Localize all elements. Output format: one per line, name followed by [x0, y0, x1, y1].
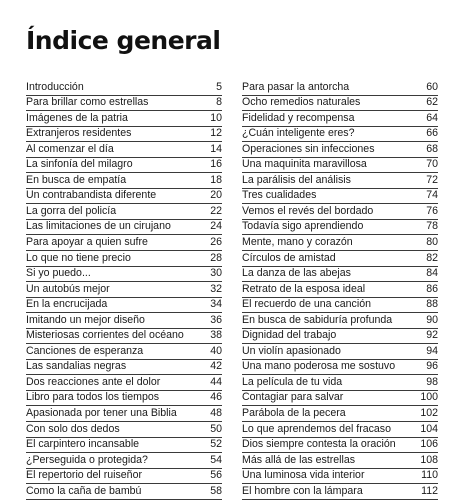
toc-entry-page: 50	[210, 422, 222, 435]
toc-entry[interactable]	[26, 360, 222, 376]
toc-entry-title: Contagiar para salvar	[242, 391, 344, 404]
toc-entry-title: Una luminosa vida interior	[242, 469, 365, 482]
toc-entry-title: En busca de empatía	[26, 173, 127, 186]
toc-entry[interactable]	[242, 469, 438, 485]
toc-entry-page: 46	[210, 391, 222, 404]
toc-entry-title: Apasionada por tener una Biblia	[26, 407, 177, 420]
toc-entry-page: 20	[210, 189, 222, 202]
toc-entry-page: 112	[421, 484, 438, 497]
toc-entry-title: En busca de sabiduría profunda	[242, 313, 393, 326]
toc-column-left	[26, 80, 222, 500]
toc-entry[interactable]	[242, 158, 438, 174]
toc-entry[interactable]	[242, 96, 438, 112]
toc-entry[interactable]	[242, 298, 438, 314]
toc-entry-title: Parábola de la pecera	[242, 407, 346, 420]
toc-entry-page: 108	[420, 453, 438, 466]
toc-entry-page: 5	[216, 80, 222, 93]
toc-entry-title: La sinfonía del milagro	[26, 158, 133, 171]
toc-entry-title: Como la caña de bambú	[26, 484, 142, 497]
toc-entry[interactable]	[242, 220, 438, 236]
toc-entry-page: 14	[210, 142, 222, 155]
toc-entry-title: Con solo dos dedos	[26, 422, 120, 435]
toc-entry[interactable]	[26, 220, 222, 236]
toc-entry-page: 88	[426, 298, 438, 311]
toc-entry-page: 12	[210, 127, 222, 140]
toc-entry-title: Una maquinita maravillosa	[242, 158, 367, 171]
toc-entry-title: Para apoyar a quien sufre	[26, 236, 148, 249]
toc-entry-page: 30	[210, 267, 222, 280]
toc-entry-page: 22	[210, 204, 222, 217]
toc-entry-page: 44	[210, 375, 222, 388]
toc-entry-title: ¿Cuán inteligente eres?	[242, 127, 355, 140]
toc-entry-page: 98	[426, 375, 438, 388]
toc-entry[interactable]	[26, 313, 222, 329]
toc-entry[interactable]	[242, 173, 438, 189]
toc-column-right	[242, 80, 438, 500]
toc-entry-title: Libro para todos los tiempos	[26, 391, 160, 404]
toc-entry-page: 32	[210, 282, 222, 295]
toc-entry-page: 82	[426, 251, 438, 264]
toc-entry-title: Imitando un mejor diseño	[26, 313, 145, 326]
toc-entry-title: Círculos de amistad	[242, 251, 336, 264]
toc-entry[interactable]	[242, 142, 438, 158]
toc-entry-page: 102	[420, 407, 438, 420]
toc-entry-page: 66	[426, 127, 438, 140]
toc-entry[interactable]	[26, 469, 222, 485]
toc-entry[interactable]	[26, 422, 222, 438]
toc-entry[interactable]	[242, 329, 438, 345]
toc-entry-title: Canciones de esperanza	[26, 344, 144, 357]
toc-entry-title: Imágenes de la patria	[26, 111, 128, 124]
toc-entry-title: Introducción	[26, 80, 84, 93]
toc-entry[interactable]	[26, 251, 222, 267]
toc-entry[interactable]	[26, 375, 222, 391]
toc-entry[interactable]	[242, 127, 438, 143]
toc-entry[interactable]	[26, 406, 222, 422]
toc-entry-title: Más allá de las estrellas	[242, 453, 356, 466]
toc-entry[interactable]	[26, 80, 222, 96]
toc-entry-title: Para pasar la antorcha	[242, 80, 350, 93]
toc-entry-page: 34	[210, 298, 222, 311]
toc-entry-title: La gorra del policía	[26, 204, 117, 217]
toc-entry-page: 36	[210, 313, 222, 326]
toc-entry[interactable]	[26, 344, 222, 360]
toc-entry-title: Para brillar como estrellas	[26, 96, 149, 109]
toc-entry-title: La película de tu vida	[242, 375, 343, 388]
toc-entry-page: 72	[426, 173, 438, 186]
toc-entry[interactable]	[242, 360, 438, 376]
toc-entry[interactable]	[26, 158, 222, 174]
toc-entry-page: 54	[210, 453, 222, 466]
toc-entry-page: 110	[421, 469, 438, 482]
toc-entry[interactable]	[242, 80, 438, 96]
toc-entry-title: Dos reacciones ante el dolor	[26, 375, 161, 388]
toc-entry[interactable]	[26, 189, 222, 205]
toc-entry-page: 56	[210, 469, 222, 482]
toc-entry-page: 86	[426, 282, 438, 295]
toc-entry[interactable]	[26, 111, 222, 127]
toc-entry-title: Operaciones sin infecciones	[242, 142, 375, 155]
toc-entry-page: 76	[426, 204, 438, 217]
toc-entry[interactable]	[242, 267, 438, 283]
toc-entry-title: Todavía sigo aprendiendo	[242, 220, 364, 233]
toc-entry-title: Un violín apasionado	[242, 344, 341, 357]
toc-entry-title: Las limitaciones de un cirujano	[26, 220, 171, 233]
toc-entry[interactable]	[242, 111, 438, 127]
toc-entry-page: 62	[426, 96, 438, 109]
toc-entry-page: 38	[210, 329, 222, 342]
toc-entry-page: 10	[210, 111, 222, 124]
toc-entry-page: 106	[420, 438, 438, 451]
toc-entry[interactable]	[26, 282, 222, 298]
toc-entry[interactable]	[26, 298, 222, 314]
toc-entry[interactable]	[26, 96, 222, 112]
toc-entry-title: Lo que no tiene precio	[26, 251, 131, 264]
toc-entry[interactable]	[26, 142, 222, 158]
toc-entry-title: Extranjeros residentes	[26, 127, 132, 140]
toc-entry[interactable]	[242, 453, 438, 469]
toc-entry-page: 74	[426, 189, 438, 202]
toc-entry[interactable]	[26, 235, 222, 251]
toc-entry[interactable]	[242, 375, 438, 391]
toc-entry[interactable]	[26, 391, 222, 407]
toc-entry-page: 8	[216, 96, 222, 109]
toc-entry[interactable]	[242, 282, 438, 298]
toc-entry-title: Un autobús mejor	[26, 282, 110, 295]
toc-entry-page: 18	[210, 173, 222, 186]
toc-entry-page: 104	[420, 422, 438, 435]
toc-entry-title: Retrato de la esposa ideal	[242, 282, 366, 295]
toc-entry[interactable]	[242, 422, 438, 438]
toc-entry-page: 70	[426, 158, 438, 171]
toc-entry-title: El hombre con la lámpara	[242, 484, 363, 497]
toc-entry-title: El recuerdo de una canción	[242, 298, 371, 311]
toc-entry[interactable]	[242, 406, 438, 422]
toc-entry-page: 78	[426, 220, 438, 233]
toc-entry-title: Si yo puedo...	[26, 267, 91, 280]
toc-entry-page: 80	[426, 236, 438, 249]
toc-entry-page: 64	[426, 111, 438, 124]
toc-entry-title: Misteriosas corrientes del océano	[26, 329, 184, 342]
toc-entry-page: 48	[210, 407, 222, 420]
toc-entry-page: 40	[210, 344, 222, 357]
toc-entry-title: El repertorio del ruiseñor	[26, 469, 142, 482]
toc-entry-page: 42	[210, 360, 222, 373]
toc-entry-title: Al comenzar el día	[26, 142, 114, 155]
toc-entry-page: 28	[210, 251, 222, 264]
toc-entry-title: La parálisis del análisis	[242, 173, 351, 186]
toc-entry-page: 58	[210, 484, 222, 497]
toc-entry-title: Lo que aprendemos del fracaso	[242, 422, 392, 435]
toc-entry-page: 60	[426, 80, 438, 93]
toc-entry[interactable]	[26, 173, 222, 189]
toc-entry-title: Fidelidad y recompensa	[242, 111, 355, 124]
toc-entry-page: 94	[426, 344, 438, 357]
toc-entry-title: Mente, mano y corazón	[242, 236, 353, 249]
toc-entry-page: 26	[210, 236, 222, 249]
toc-entry[interactable]	[242, 235, 438, 251]
toc-entry-page: 52	[210, 438, 222, 451]
toc-entry-title: Vemos el revés del bordado	[242, 204, 374, 217]
toc-entry-page: 90	[426, 313, 438, 326]
toc-entry[interactable]	[26, 438, 222, 454]
toc-entry[interactable]	[26, 267, 222, 283]
toc-entry-title: Dignidad del trabajo	[242, 329, 337, 342]
toc-entry-title: Tres cualidades	[242, 189, 317, 202]
toc-entry-title: El carpintero incansable	[26, 438, 140, 451]
toc-entry-page: 84	[426, 267, 438, 280]
toc-entry[interactable]	[242, 438, 438, 454]
toc-entry-title: La danza de las abejas	[242, 267, 351, 280]
toc-entry[interactable]	[26, 204, 222, 220]
toc-entry-title: Una mano poderosa me sostuvo	[242, 360, 396, 373]
toc-entry-page: 16	[210, 158, 222, 171]
toc-entry-page: 68	[426, 142, 438, 155]
toc-entry-title: Ocho remedios naturales	[242, 96, 361, 109]
toc-entry[interactable]	[26, 453, 222, 469]
toc-entry-title: Un contrabandista diferente	[26, 189, 157, 202]
toc-entry-title: Dios siempre contesta la oración	[242, 438, 396, 451]
toc-entry[interactable]	[242, 251, 438, 267]
toc-entry[interactable]	[242, 344, 438, 360]
toc-entry[interactable]	[26, 484, 222, 500]
toc-entry-page: 24	[210, 220, 222, 233]
toc-entry[interactable]	[26, 329, 222, 345]
toc-entry-page: 100	[420, 391, 438, 404]
toc-entry-page: 96	[426, 360, 438, 373]
toc-entry[interactable]	[242, 484, 438, 500]
page-title: Índice general	[26, 26, 221, 55]
toc-entry[interactable]	[26, 127, 222, 143]
toc-entry-title: Las sandalias negras	[26, 360, 127, 373]
toc-entry-title: En la encrucijada	[26, 298, 108, 311]
toc-entry[interactable]	[242, 391, 438, 407]
toc-entry[interactable]	[242, 189, 438, 205]
toc-entry-title: ¿Perseguida o protegida?	[26, 453, 148, 466]
toc-entry[interactable]	[242, 313, 438, 329]
toc-entry-page: 92	[426, 329, 438, 342]
toc-entry[interactable]	[242, 204, 438, 220]
